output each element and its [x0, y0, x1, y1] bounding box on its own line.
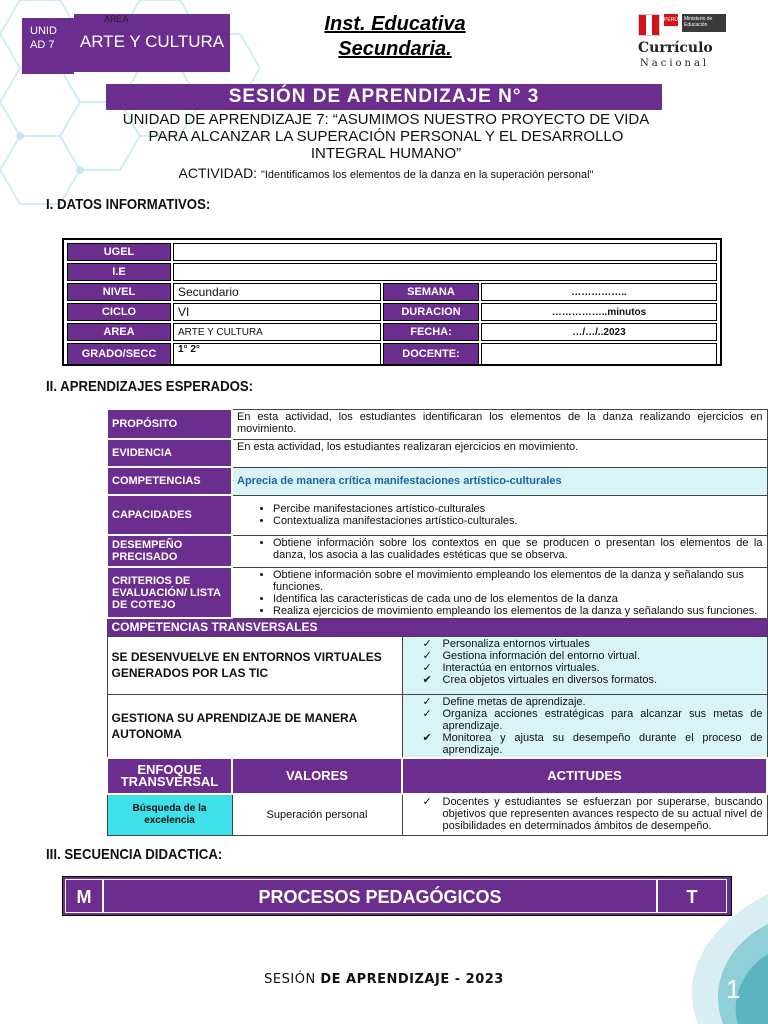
col-m-header: M	[65, 879, 103, 913]
semana-value: ……………..	[481, 283, 717, 301]
list-item: • Obtiene información sobre los contextos en que se producen o presentan los elementos de la danza, los asocia a las cualidades estéticas que se observa.	[273, 537, 763, 561]
actitudes-label: ACTITUDES	[402, 758, 767, 794]
desempeno-label: DESEMPEÑO PRECISADO	[107, 535, 232, 567]
gestiona-label: GESTIONA SU APRENDIZAJE DE MANERA AUTONOMA	[107, 694, 402, 758]
docente-label: DOCENTE:	[383, 343, 479, 365]
col-t-header: T	[657, 879, 727, 913]
list-item: ✓ Personaliza entornos virtuales	[423, 638, 763, 650]
page-number: 1	[726, 974, 741, 1004]
grado-value: 1° 2°	[173, 343, 381, 365]
competencias-text: Aprecia de manera crítica manifestaciones artístico-culturales	[232, 467, 767, 495]
section-secuencia-heading: III. SECUENCIA DIDACTICA:	[46, 846, 223, 863]
ministry-badge: Ministerio de Educación	[682, 14, 726, 32]
list-item: ✓ Organiza acciones estratégicas para alcanzar sus metas de aprendizaje.	[423, 708, 763, 732]
peru-badge: PERÚ	[664, 14, 678, 26]
duracion-value: ……………..minutos	[481, 303, 717, 321]
footer	[0, 972, 768, 987]
superacion-personal: Superación personal	[232, 794, 402, 836]
list-item: • Obtiene información sobre el movimiento empleando los elementos de la danza y señalando sus funciones.	[273, 569, 763, 593]
list-item: • Contextualiza manifestaciones artístico-culturales.	[273, 515, 763, 527]
list-item: ✓ Docentes y estudiantes se esfuerzan por superarse, buscando objetivos que representen avances respecto de su actual nivel de posibilidades en determinados ámbitos de desempeño.	[423, 796, 763, 832]
unit-tag: UNID AD 7	[22, 18, 74, 74]
proposito-text: En esta actividad, los estudiantes identificaran los elementos de la danza realizando ejercicios en movimiento.	[232, 409, 767, 439]
area-value: ARTE Y CULTURA	[79, 32, 225, 51]
curriculo-nacional-logo	[634, 12, 744, 72]
criterios-list	[232, 567, 767, 618]
area-row-value: ARTE Y CULTURA	[173, 323, 381, 341]
list-item: ✓ Define metas de aprendizaje.	[423, 696, 763, 708]
transversales-band: COMPETENCIAS TRANSVERSALES	[107, 618, 767, 636]
area-box	[74, 14, 230, 72]
fecha-value: …/…/..2023	[481, 323, 717, 341]
nivel-value: Secundario	[173, 283, 381, 301]
col-procesos-header: PROCESOS PEDAGÓGICOS	[103, 879, 657, 913]
ie-value	[173, 263, 717, 281]
activity-line	[110, 165, 662, 181]
ie-label: I.E	[67, 263, 171, 281]
nivel-label: NIVEL	[67, 283, 171, 301]
criterios-label: CRITERIOS DE EVALUACIÓN/ LISTA DE COTEJO	[107, 567, 232, 618]
evidencia-text: En esta actividad, los estudiantes realizaran ejercicios en movimiento.	[232, 439, 767, 467]
gestiona-list	[402, 694, 767, 758]
datos-informativos-table	[62, 238, 722, 366]
proposito-label: PROPÓSITO	[107, 409, 232, 439]
ciclo-value: VI	[173, 303, 381, 321]
semana-label: SEMANA	[383, 283, 479, 301]
evidencia-label: EVIDENCIA	[107, 439, 232, 467]
footer-bold: DE APRENDIZAJE - 2023	[320, 972, 504, 987]
area-label: AREA	[104, 14, 129, 24]
logo-brand-line1: Currículo	[638, 40, 713, 56]
grado-label: GRADO/SECC	[67, 343, 171, 365]
busqueda-excelencia: Búsqueda de la excelencia	[107, 794, 232, 836]
section-datos-heading: I. DATOS INFORMATIVOS:	[46, 196, 211, 213]
ciclo-label: CICLO	[67, 303, 171, 321]
session-title: SESIÓN DE APRENDIZAJE N° 3	[106, 84, 662, 110]
activity-text: "Identificamos los elementos de la danza en la superación personal"	[260, 169, 594, 181]
institution-name: Inst. Educativa Secundaria.	[324, 13, 466, 60]
docente-value	[481, 343, 717, 365]
enfoque-label: ENFOQUE TRANSVERSAL	[107, 758, 232, 794]
competencias-label: COMPETENCIAS	[107, 467, 232, 495]
duracion-label: DURACION	[383, 303, 479, 321]
list-item: • Realiza ejercicios de movimiento empleando los elementos de la danza y señalando sus funciones.	[273, 605, 763, 617]
unit-title: UNIDAD DE APRENDIZAJE 7: “ASUMIMOS NUESTRO PROYECTO DE VIDA PARA ALCANZAR LA SUPERACIÓN PERSONAL Y EL DESARROLLO INTEGRAL HUMANO”	[122, 111, 650, 162]
list-item: • Percibe manifestaciones artístico-culturales	[273, 503, 763, 515]
procesos-header-row	[62, 876, 732, 916]
desempeno-list	[232, 535, 767, 567]
list-item: • Identifica las características de cada uno de los elementos de la danza	[273, 593, 763, 605]
footer-prefix: SESIÓN	[264, 972, 316, 987]
ugel-label: UGEL	[67, 243, 171, 261]
section-aprendizajes-heading: II. APRENDIZAJES ESPERADOS:	[46, 378, 254, 395]
peru-flag-icon	[638, 14, 660, 36]
list-item: ✓ Interactúa en entornos virtuales.	[423, 662, 763, 674]
capacidades-list	[232, 495, 767, 535]
activity-label: ACTIVIDAD:	[178, 165, 258, 181]
list-item: ✓ Gestiona información del entorno virtual.	[423, 650, 763, 662]
aprendizajes-table	[106, 408, 768, 836]
logo-brand-line2: Nacional	[640, 58, 710, 69]
ugel-value	[173, 243, 717, 261]
valores-label: VALORES	[232, 758, 402, 794]
capacidades-label: CAPACIDADES	[107, 495, 232, 535]
list-item: ✔ Crea objetos virtuales en diversos formatos.	[423, 674, 763, 686]
tic-label: SE DESENVUELVE EN ENTORNOS VIRTUALES GENERADOS POR LAS TIC	[107, 636, 402, 694]
tic-list	[402, 636, 767, 694]
list-item: ✔ Monitorea y ajusta su desempeño durante el proceso de aprendizaje.	[423, 732, 763, 756]
area-row-label: AREA	[67, 323, 171, 341]
fecha-label: FECHA:	[383, 323, 479, 341]
actitud-list	[402, 794, 767, 836]
